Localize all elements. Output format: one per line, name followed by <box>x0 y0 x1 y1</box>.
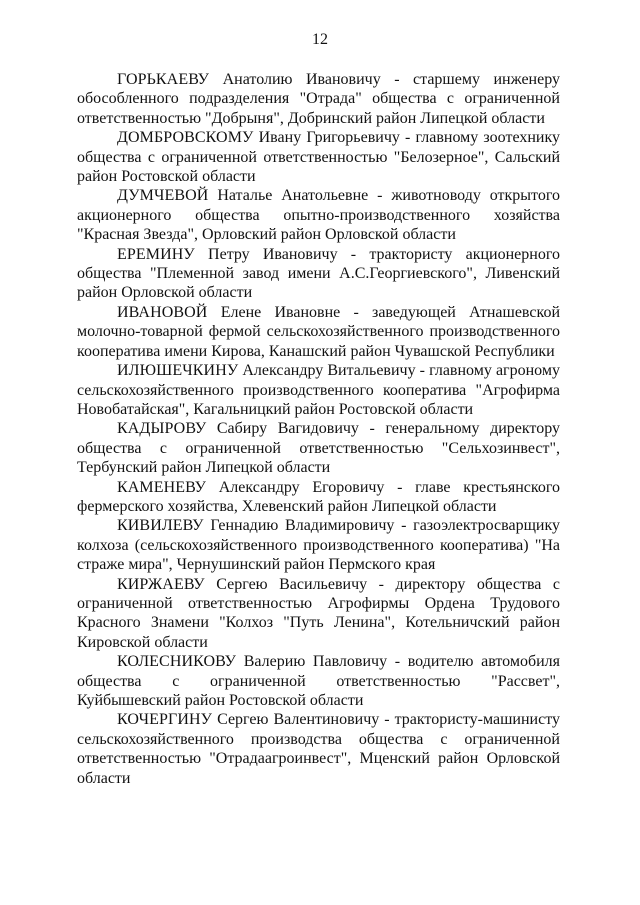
entry-surname: КОЧЕРГИНУ <box>117 711 213 729</box>
award-entry <box>77 70 560 128</box>
award-entry <box>77 303 560 361</box>
award-entry <box>77 478 560 517</box>
entry-details: Ивану Григорьевичу - главному зоотехнику общества с ограниченной ответственностью "Белозерное", Сальский район Ростовской области <box>77 129 561 186</box>
entry-surname: ИВАНОВОЙ <box>117 303 208 321</box>
entry-details: Геннадию Владимировичу - газоэлектросварщику колхоза (сельскохозяйственного производственного кооператива) "На страже мира", Чернушинский район Пермского края <box>77 517 560 574</box>
award-entry <box>77 245 560 303</box>
entry-surname: ДОМБРОВСКОМУ <box>117 129 254 147</box>
entry-details: Александру Егоровичу - главе крестьянского фермерского хозяйства, Хлевенский район Липецкой области <box>77 478 561 515</box>
entry-surname: ДУМЧЕВОЙ <box>117 187 209 205</box>
entry-surname: ЕРЕМИНУ <box>117 245 195 263</box>
award-list <box>77 70 560 788</box>
award-entry <box>77 652 560 710</box>
page-number: 12 <box>312 31 328 48</box>
award-entry <box>77 710 560 788</box>
award-entry <box>77 128 560 186</box>
award-entry <box>77 516 560 574</box>
entry-surname: КАМЕНЕВУ <box>117 478 207 496</box>
entry-surname: ГОРЬКАЕВУ <box>117 71 210 88</box>
entry-details: Сергею Валентиновичу - трактористу-машинисту сельскохозяйственного производства общества с ограниченной ответственностью "Отрадаагроинвест", Мценский район Орловской области <box>77 711 560 787</box>
entry-details: Наталье Анатольевне - животноводу открытого акционерного общества опытно-производственного хозяйства "Красная Звезда", Орловский район Орловской области <box>77 187 561 244</box>
entry-surname: КИВИЛЕВУ <box>117 517 204 535</box>
entry-surname: КАДЫРОВУ <box>117 420 207 438</box>
award-entry <box>77 575 560 653</box>
entry-details: Сергею Васильевичу - директору общества с ограниченной ответственностью Агрофирмы Ордена Трудового Красного Знамени "Колхоз "Путь Ленина", Котельничский район Кировской области <box>77 575 561 651</box>
award-entry <box>77 419 560 477</box>
entry-details: Елене Ивановне - заведующей Атнашевской молочно-товарной фермой сельскохозяйственного производственного кооператива имени Кирова, Канашский район Чувашской Республики <box>77 303 561 360</box>
entry-surname: ИЛЮШЕЧКИНУ <box>117 362 239 380</box>
entry-details: Сабиру Вагидовичу - генеральному директору общества с ограниченной ответственностью "Сельхозинвест", Тербунский район Липецкой области <box>77 420 561 477</box>
entry-details: Валерию Павловичу - водителю автомобиля общества с ограниченной ответственностью "Рассвет", Куйбышевский район Ростовской области <box>77 653 561 709</box>
entry-details: Александру Витальевичу - главному агроному сельскохозяйственного производственного кооператива "Агрофирма Новобатайская", Кагальницкий район Ростовской области <box>77 362 561 418</box>
award-entry <box>77 186 560 244</box>
award-entry <box>77 361 560 419</box>
entry-surname: КОЛЕСНИКОВУ <box>117 653 237 671</box>
entry-surname: КИРЖАЕВУ <box>117 575 205 593</box>
entry-details: Петру Ивановичу - трактористу акционерного общества "Племенной завод имени А.С.Георгиевского", Ливенский район Орловской области <box>77 245 561 302</box>
entry-details: Анатолию Ивановичу - старшему инженеру обособленного подразделения "Отрада" общества с ограниченной ответственностью "Добрыня", Добринский район Липецкой области <box>77 71 560 127</box>
